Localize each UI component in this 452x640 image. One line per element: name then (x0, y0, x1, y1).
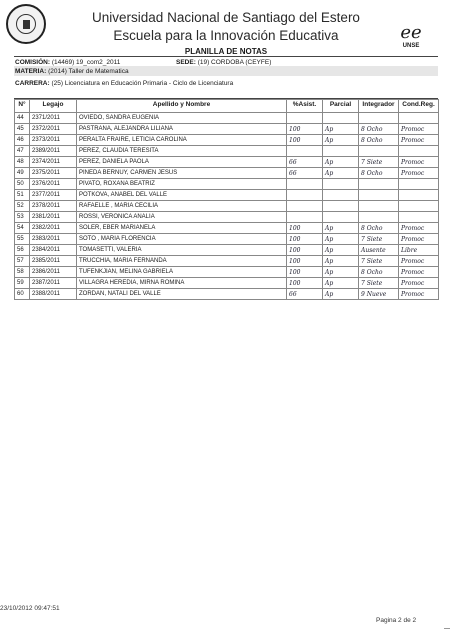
materia-line (15, 68, 129, 75)
table-row (15, 267, 439, 278)
cell-cond: Promoc (399, 135, 439, 146)
cell-legajo: 2376/2011 (30, 179, 77, 190)
cell-cond: Promoc (399, 223, 439, 234)
cell-parcial: Ap (323, 124, 359, 135)
table-row (15, 124, 439, 135)
cell-legajo: 2382/2011 (30, 223, 77, 234)
table-row (15, 201, 439, 212)
cell-parcial: Ap (323, 245, 359, 256)
cell-num: 47 (15, 146, 30, 157)
print-datetime: 23/10/2012 09:47:51 (0, 605, 60, 612)
cell-num: 55 (15, 234, 30, 245)
cell-num: 44 (15, 113, 30, 124)
cell-asist (287, 146, 323, 157)
cell-asist (287, 179, 323, 190)
cell-cond: Promoc (399, 234, 439, 245)
cell-cond (399, 113, 439, 124)
cell-cond: Promoc (399, 124, 439, 135)
cell-nombre: PIVATO, ROXANA BEATRIZ (77, 179, 287, 190)
table-row (15, 245, 439, 256)
cell-cond: Promoc (399, 168, 439, 179)
cell-legajo: 2381/2011 (30, 212, 77, 223)
cell-asist: 100 (287, 135, 323, 146)
cell-integrador: 8 Ocho (359, 223, 399, 234)
table-row (15, 168, 439, 179)
cell-asist (287, 212, 323, 223)
cell-integrador: 8 Ocho (359, 124, 399, 135)
carrera-line (15, 80, 233, 87)
cell-num: 58 (15, 267, 30, 278)
cell-nombre: POTKOVA, ANABEL DEL VALLE (77, 190, 287, 201)
cell-cond (399, 179, 439, 190)
table-row (15, 278, 439, 289)
cell-nombre: PERALTA FRAIRE, LETICIA CAROLINA (77, 135, 287, 146)
cell-nombre: TOMASETTI, VALERIA (77, 245, 287, 256)
cell-num: 60 (15, 289, 30, 300)
cell-num: 54 (15, 223, 30, 234)
cell-integrador (359, 179, 399, 190)
cell-parcial: Ap (323, 267, 359, 278)
cell-integrador (359, 146, 399, 157)
table-row (15, 289, 439, 300)
cell-integrador: 8 Ocho (359, 168, 399, 179)
cell-num: 52 (15, 201, 30, 212)
cell-asist (287, 201, 323, 212)
cell-integrador: 8 Ocho (359, 267, 399, 278)
cell-legajo: 2373/2011 (30, 135, 77, 146)
cell-num: 53 (15, 212, 30, 223)
cell-parcial: Ap (323, 223, 359, 234)
cell-parcial: Ap (323, 234, 359, 245)
cell-integrador (359, 201, 399, 212)
cell-nombre: RAFAELLE , MARIA CECILIA (77, 201, 287, 212)
cell-nombre: PEREZ, CLAUDIA TERESITA (77, 146, 287, 157)
cell-integrador: 7 Siete (359, 278, 399, 289)
cell-integrador (359, 190, 399, 201)
table-row (15, 135, 439, 146)
cell-num: 59 (15, 278, 30, 289)
table-row (15, 256, 439, 267)
table-row (15, 157, 439, 168)
cell-num: 46 (15, 135, 30, 146)
cell-legajo: 2386/2011 (30, 267, 77, 278)
col-header-num: N° (15, 100, 30, 110)
cell-cond: Promoc (399, 267, 439, 278)
table-header-row (15, 100, 439, 110)
cell-nombre: TRUCCHIA, MARIA FERNANDA (77, 256, 287, 267)
cell-asist (287, 113, 323, 124)
cell-num: 56 (15, 245, 30, 256)
cell-legajo: 2385/2011 (30, 256, 77, 267)
university-name: Universidad Nacional de Santiago del Estero (92, 10, 360, 25)
col-header-integrador: Integrador (359, 100, 399, 110)
materia-label: MATERIA: (15, 68, 47, 75)
table-row (15, 179, 439, 190)
sede-value: (19) CORDOBA (CEYFE) (197, 59, 272, 66)
cell-parcial: Ap (323, 157, 359, 168)
cell-cond: Libre (399, 245, 439, 256)
cell-integrador: 7 Siete (359, 256, 399, 267)
table-row (15, 146, 439, 157)
cell-num: 45 (15, 124, 30, 135)
cell-asist: 100 (287, 278, 323, 289)
cell-legajo: 2383/2011 (30, 234, 77, 245)
cell-num: 50 (15, 179, 30, 190)
cell-legajo: 2388/2011 (30, 289, 77, 300)
cell-nombre: PINEDA BERNUY, CARMEN JESUS (77, 168, 287, 179)
cell-parcial (323, 146, 359, 157)
cell-parcial: Ap (323, 278, 359, 289)
cell-integrador: 7 Siete (359, 157, 399, 168)
cell-parcial (323, 113, 359, 124)
unse-logo-letters: ee (400, 22, 422, 43)
scan-mark (444, 628, 450, 629)
cell-asist (287, 190, 323, 201)
cell-parcial: Ap (323, 289, 359, 300)
header-divider (14, 56, 438, 57)
unse-logo-label: UNSE (402, 43, 420, 49)
cell-integrador: 7 Siete (359, 234, 399, 245)
cell-nombre: VILLAGRA HEREDIA, MIRNA ROMINA (77, 278, 287, 289)
cell-integrador: Ausente (359, 245, 399, 256)
cell-legajo: 2375/2011 (30, 168, 77, 179)
cell-nombre: ROSSI, VERONICA ANALIA (77, 212, 287, 223)
grades-table (14, 99, 439, 300)
cell-cond (399, 146, 439, 157)
carrera-value: (25) Licenciatura en Educación Primaria - Ciclo de Licenciatura (51, 80, 234, 87)
cell-parcial (323, 190, 359, 201)
table-row (15, 113, 439, 124)
comision-label: COMISIÓN: (15, 59, 51, 66)
col-header-cond: Cond.Reg. (399, 100, 439, 110)
cell-integrador (359, 212, 399, 223)
cell-legajo: 2387/2011 (30, 278, 77, 289)
col-header-parcial: Parcial (323, 100, 359, 110)
cell-parcial (323, 179, 359, 190)
cell-nombre: OVIEDO, SANDRA EUGENIA (77, 113, 287, 124)
cell-legajo: 2378/2011 (30, 201, 77, 212)
table-row (15, 212, 439, 223)
cell-num: 49 (15, 168, 30, 179)
cell-legajo: 2384/2011 (30, 245, 77, 256)
cell-asist: 100 (287, 223, 323, 234)
cell-cond (399, 212, 439, 223)
cell-legajo: 2374/2011 (30, 157, 77, 168)
cell-nombre: ZORDAN, NATALI DEL VALLE (77, 289, 287, 300)
sede-line (176, 59, 271, 66)
cell-num: 57 (15, 256, 30, 267)
sede-label: SEDE: (176, 59, 196, 66)
carrera-label: CARRERA: (15, 80, 50, 87)
cell-cond: Promoc (399, 289, 439, 300)
page-number: Pagina 2 de 2 (376, 617, 417, 624)
cell-parcial (323, 201, 359, 212)
sheet-title: PLANILLA DE NOTAS (184, 47, 268, 56)
cell-integrador (359, 113, 399, 124)
cell-cond: Promoc (399, 278, 439, 289)
col-header-nombre: Apellido y Nombre (77, 100, 287, 110)
materia-value: (2014) Taller de Matematica (48, 68, 129, 75)
table-row (15, 223, 439, 234)
table-body (15, 113, 439, 300)
table-row (15, 190, 439, 201)
cell-nombre: PEREZ, DANIELA PAOLA (77, 157, 287, 168)
cell-asist: 100 (287, 124, 323, 135)
cell-asist: 100 (287, 234, 323, 245)
col-header-legajo: Legajo (30, 100, 77, 110)
cell-parcial: Ap (323, 135, 359, 146)
cell-asist: 100 (287, 267, 323, 278)
cell-num: 48 (15, 157, 30, 168)
cell-cond: Promoc (399, 157, 439, 168)
cell-asist: 66 (287, 168, 323, 179)
cell-asist: 100 (287, 256, 323, 267)
col-header-asist: %Asist. (287, 100, 323, 110)
cell-nombre: PASTRANA, ALEJANDRA LILIANA (77, 124, 287, 135)
cell-integrador: 8 Ocho (359, 135, 399, 146)
cell-parcial: Ap (323, 168, 359, 179)
cell-parcial: Ap (323, 256, 359, 267)
cell-legajo: 2389/2011 (30, 146, 77, 157)
cell-asist: 100 (287, 245, 323, 256)
cell-parcial (323, 212, 359, 223)
cell-cond: Promoc (399, 256, 439, 267)
school-name: Escuela para la Innovación Educativa (113, 28, 339, 43)
cell-nombre: SOTO , MARIA FLORENCIA (77, 234, 287, 245)
cell-cond (399, 201, 439, 212)
cell-num: 51 (15, 190, 30, 201)
table-row (15, 234, 439, 245)
comision-line (15, 59, 120, 66)
comision-value: (14469) 19_com2_2011 (51, 59, 121, 66)
cell-asist: 66 (287, 289, 323, 300)
cell-legajo: 2371/2011 (30, 113, 77, 124)
cell-cond (399, 190, 439, 201)
cell-asist: 66 (287, 157, 323, 168)
cell-legajo: 2377/2011 (30, 190, 77, 201)
cell-nombre: SOLER, EBER MARIANELA (77, 223, 287, 234)
cell-legajo: 2372/2011 (30, 124, 77, 135)
cell-integrador: 9 Nueve (359, 289, 399, 300)
cell-nombre: TUFENKJIAN, MELINA GABRIELA (77, 267, 287, 278)
